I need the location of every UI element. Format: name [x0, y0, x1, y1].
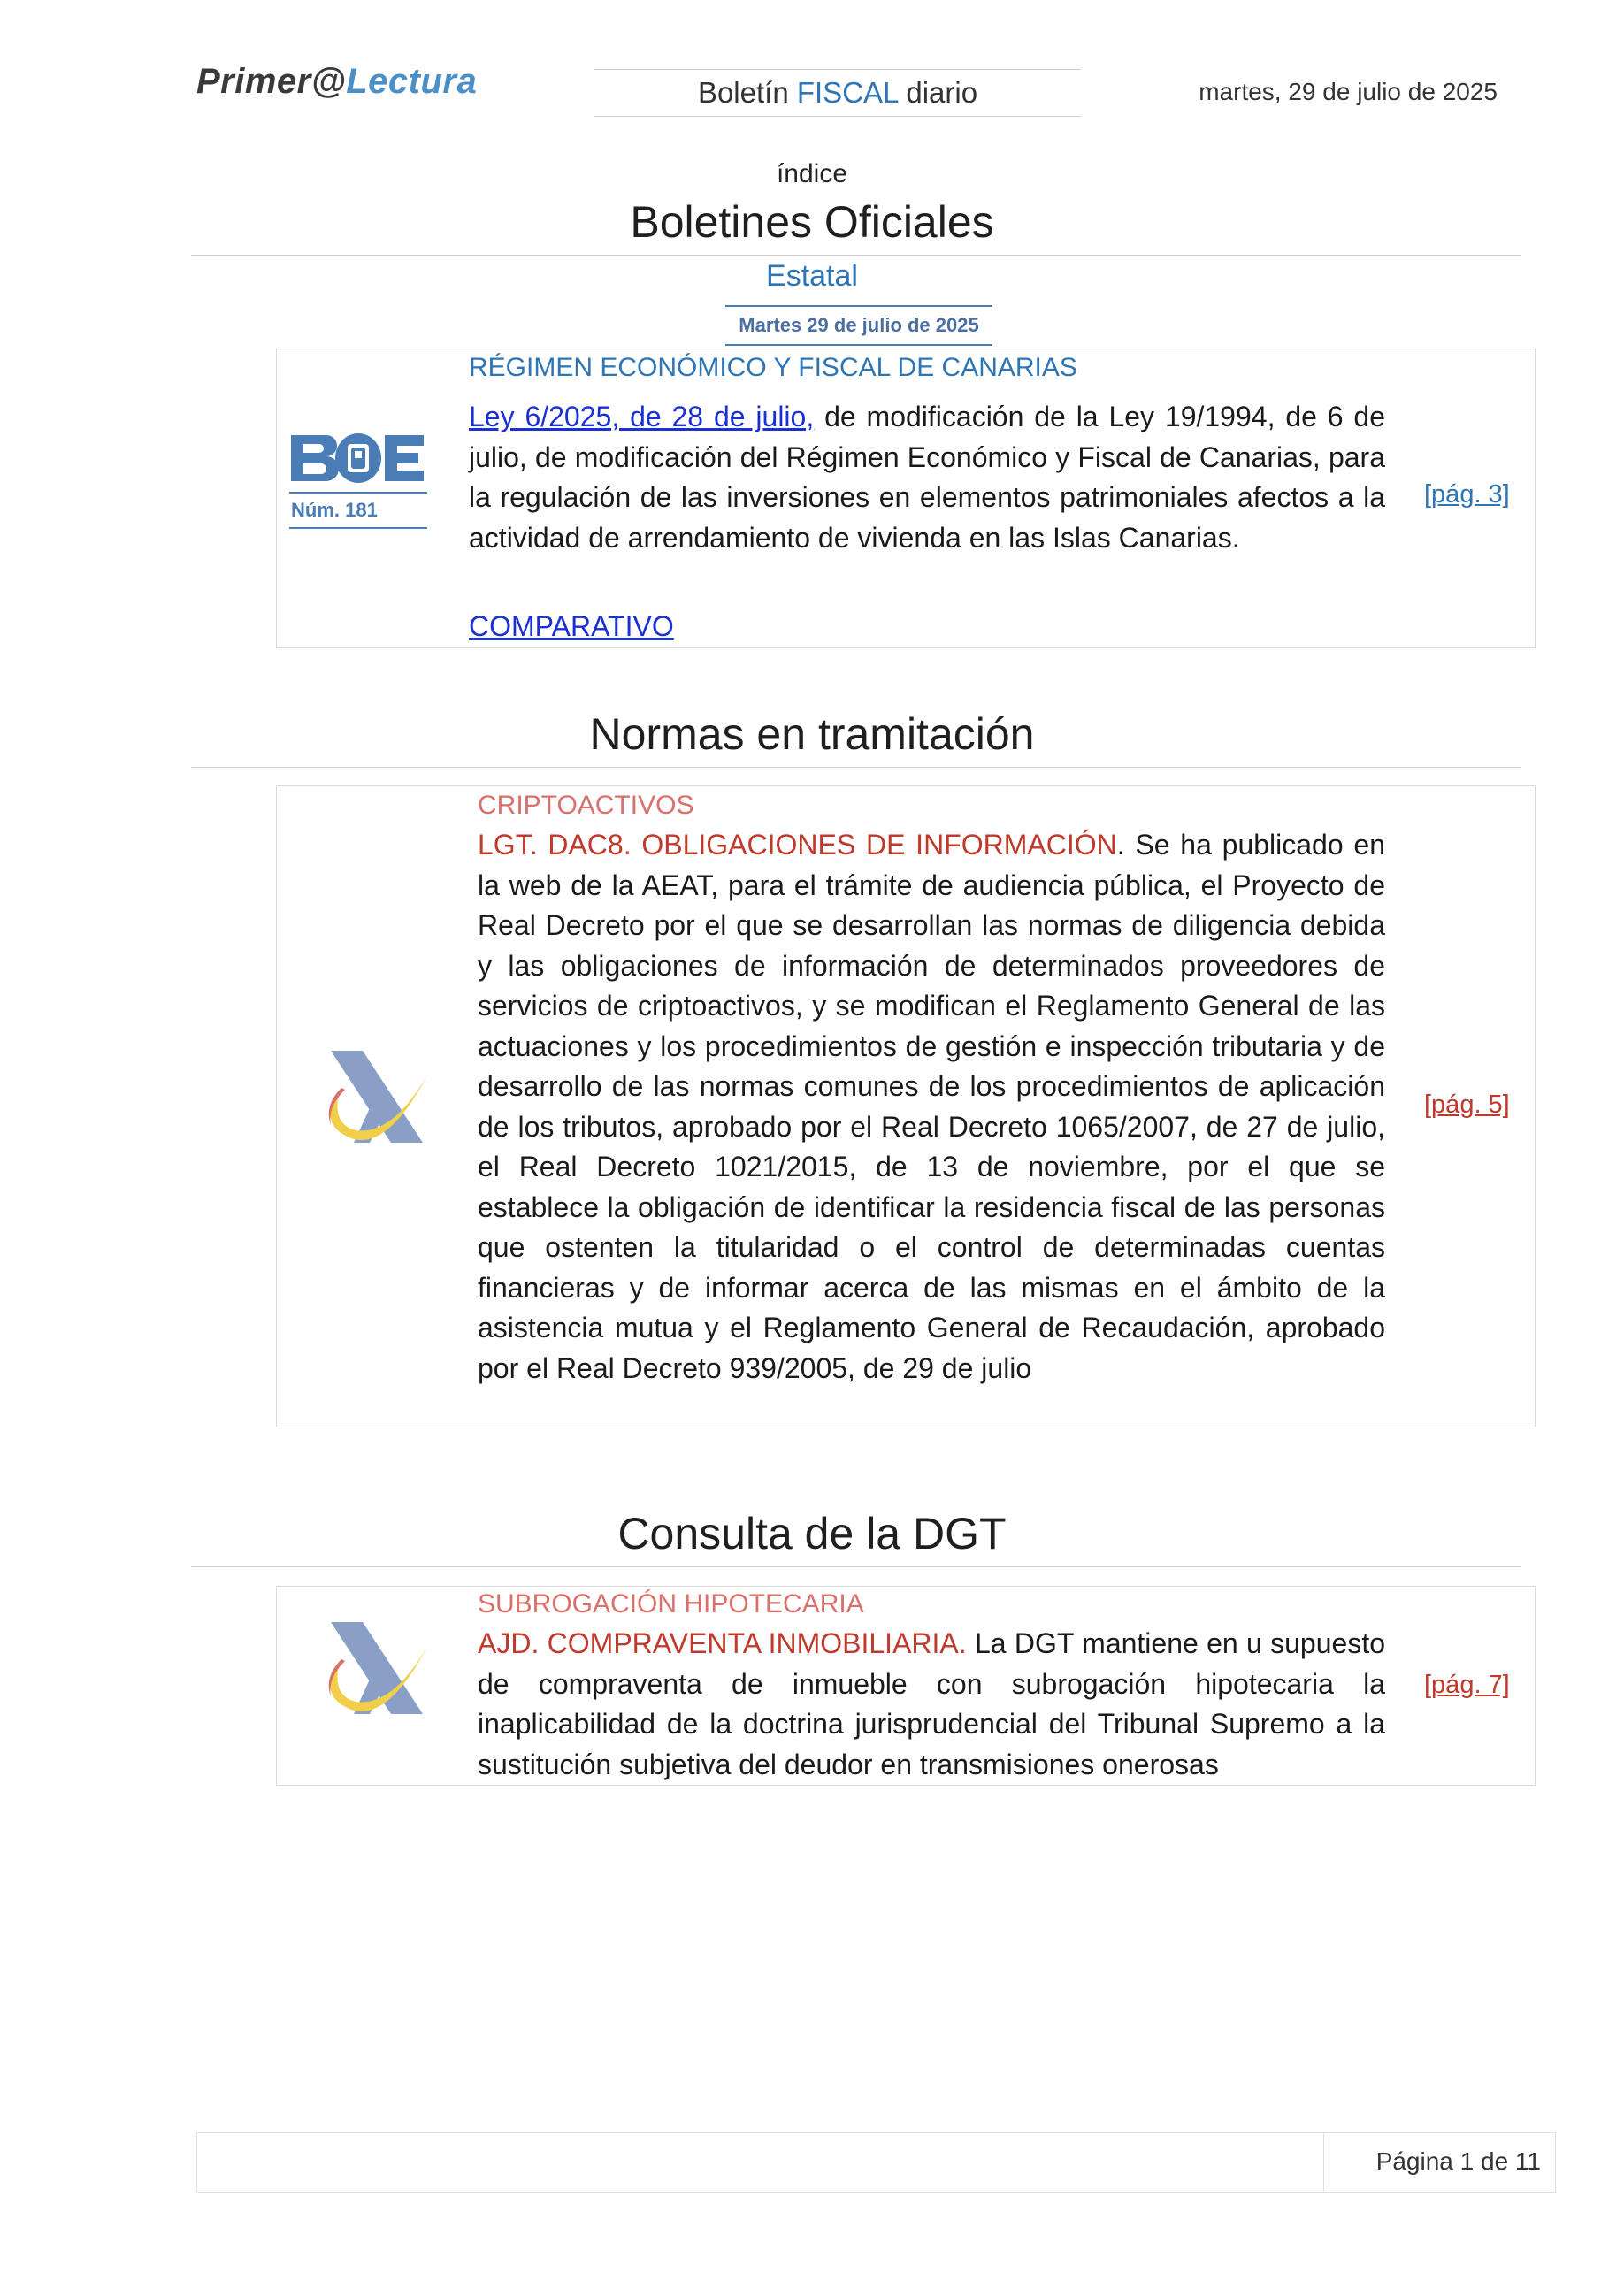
- entry-category: RÉGIMEN ECONÓMICO Y FISCAL DE CANARIAS: [469, 353, 1077, 382]
- aeat-logo-icon: [318, 1044, 433, 1150]
- entry-body: [469, 397, 1385, 558]
- aeat-logo-icon: [318, 1615, 433, 1721]
- entry-text: . Se ha publicado en la web de la AEAT, para el trámite de audiencia pública, el Proyecto de Real Decreto por el que se desarrollan las normas de diligencia debida y las obligaciones de información de determinados proveedores de servicios de criptoactivos, y se modifican el Reglamento General de las actuaciones y los procedimientos de gestión e inspección tributaria y de desarrollo de las normas comunes de los procedimientos de aplicación de los tributos, aprobado por el Real Decreto 1065/2007, de 27 de julio, el Real Decreto 1021/2015, de 13 de noviembre, por el que se establece la obligación de identificar la residencia fiscal de las personas que ostenten la titularidad o el control de determinadas cuentas financieras y de informar acerca de las mismas en el ámbito de la asistencia mutua y el Reglamento General de Recaudación, aprobado por el Real Decreto 939/2005, de 29 de julio: [478, 829, 1386, 1384]
- entry-lead: AJD. COMPRAVENTA INMOBILIARIA.: [478, 1627, 967, 1659]
- entry-text: La DGT mantiene en u supuesto de compraventa de inmueble con subrogación hipotecaria la inaplicabilidad de la doctrina jurisprudencial del Tribunal Supremo a la sustitución subjetiva del deudor en transmisiones onerosas: [478, 1627, 1386, 1780]
- brand-part2: Lectura: [346, 62, 478, 101]
- bulletin-title-accent: FISCAL: [796, 76, 899, 109]
- section-divider: [191, 1566, 1521, 1567]
- boe-number: Núm. 181: [289, 492, 427, 529]
- boe-wordmark-icon: [289, 432, 427, 486]
- footer-divider: [1323, 2132, 1324, 2193]
- comparativo-wrap: [469, 607, 674, 647]
- page-number: Página 1 de 11: [1375, 2147, 1541, 2175]
- page-ref-link[interactable]: [pág. 7]: [1424, 1671, 1510, 1699]
- boe-date-banner: Martes 29 de julio de 2025: [725, 305, 992, 346]
- bulletin-title-part1: Boletín: [697, 76, 797, 109]
- entry-text: de modificación de la Ley 19/1994, de 6 de julio, de modificación del Régimen Económico y Fiscal de Canarias, para la regulación de las inversiones en elementos patrimoniales afectos a la actividad de arrendamiento de vivienda en las Islas Canarias.: [469, 401, 1386, 554]
- section-title-consulta: Consulta de la DGT: [617, 1509, 1007, 1558]
- footer-box: [196, 2132, 1556, 2193]
- law-link[interactable]: Ley 6/2025, de 28 de julio,: [469, 401, 815, 432]
- header-date: martes, 29 de julio de 2025: [1199, 78, 1498, 105]
- section-divider: [191, 767, 1521, 768]
- section-title-boletines: Boletines Oficiales: [630, 197, 994, 247]
- section-title-normas: Normas en tramitación: [589, 709, 1035, 759]
- entry-category: SUBROGACIÓN HIPOTECARIA: [478, 1589, 864, 1619]
- page-ref-link[interactable]: [pág. 5]: [1424, 1091, 1510, 1119]
- index-label: índice: [776, 159, 848, 188]
- boe-logo-letters: [289, 432, 427, 486]
- subsection-estatal: Estatal: [766, 259, 858, 293]
- comparativo-link[interactable]: COMPARATIVO: [469, 610, 674, 642]
- bulletin-title: [594, 69, 1081, 117]
- entry-category: CRIPTOACTIVOS: [478, 791, 694, 820]
- entry-lead: LGT. DAC8. OBLIGACIONES DE INFORMACIÓN: [478, 829, 1117, 861]
- bulletin-title-part2: diario: [898, 76, 978, 109]
- entry-body: [478, 825, 1385, 1389]
- entry-body: [478, 1624, 1385, 1785]
- boe-logo: [289, 432, 427, 529]
- section-divider: [191, 255, 1521, 256]
- brand-logo: [196, 62, 477, 102]
- page-ref-link[interactable]: [pág. 3]: [1424, 480, 1510, 509]
- brand-part1: Primer@: [196, 62, 347, 101]
